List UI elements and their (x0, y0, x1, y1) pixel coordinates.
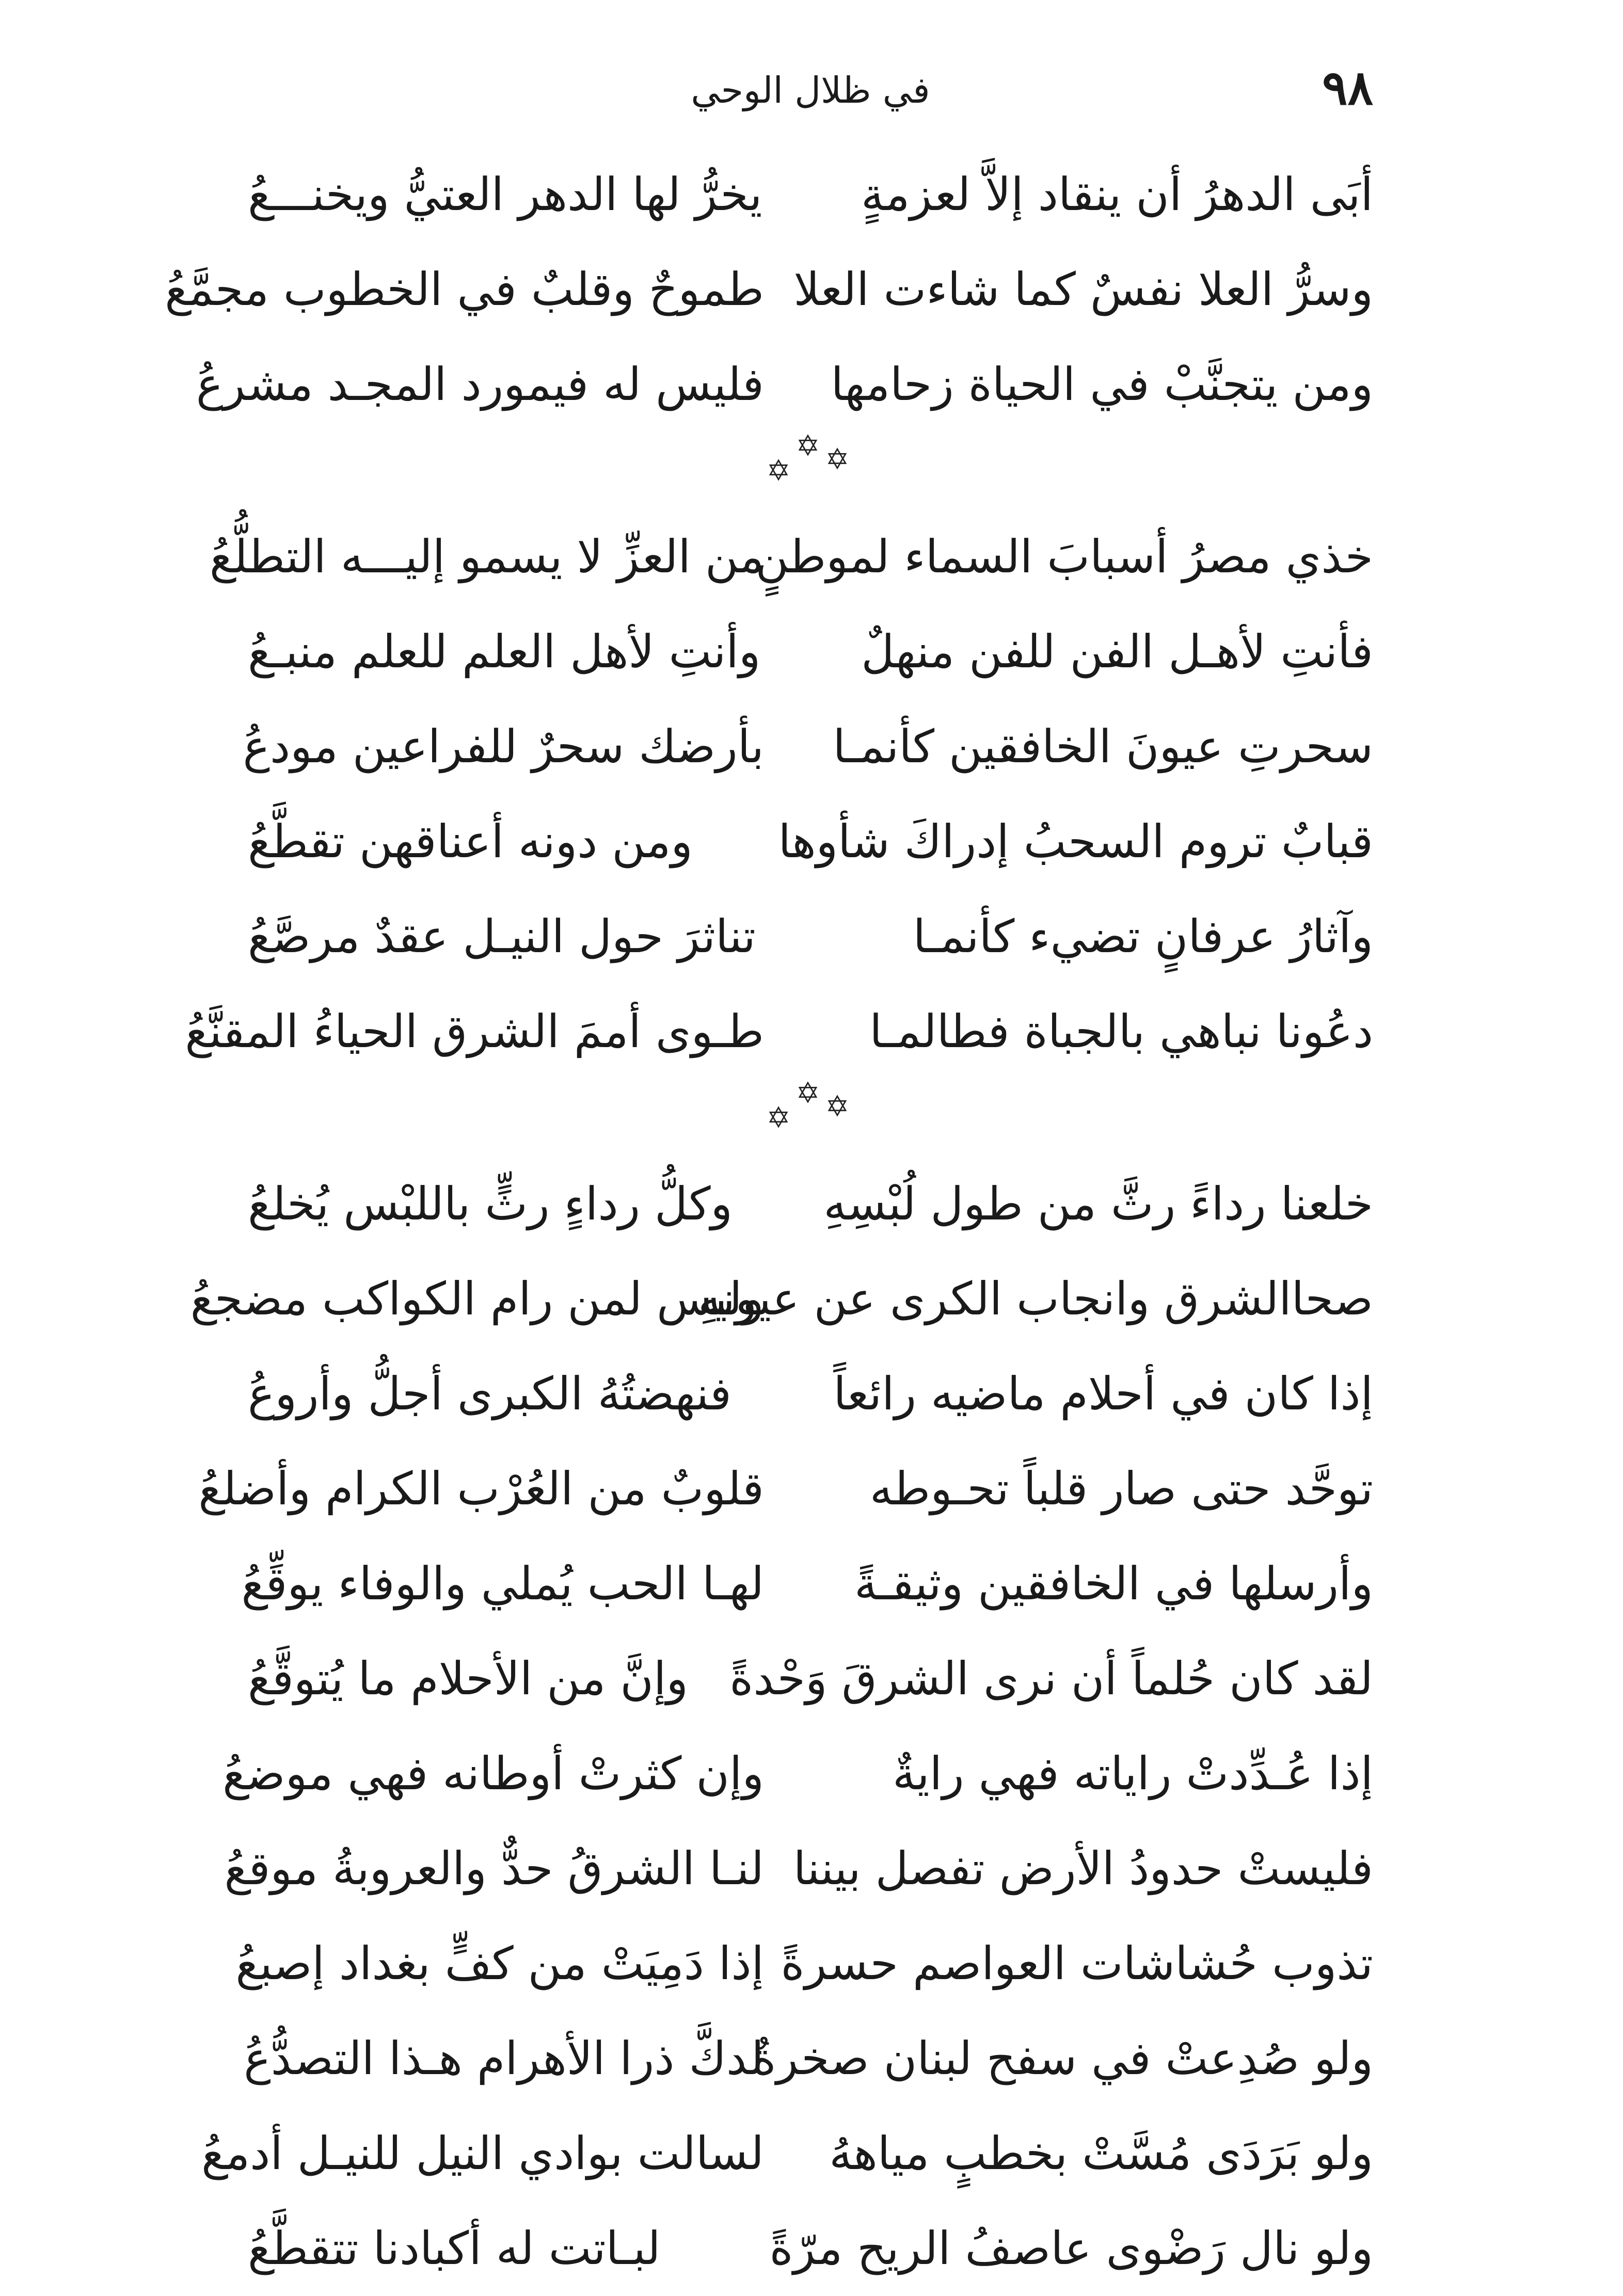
second-hemistich: وإنَّ من الأحلام ما يُتوقَّعُ (248, 1652, 688, 1705)
star-icon: ✡ (825, 1089, 855, 1123)
first-hemistich: ومن يتجنَّبْ في الحياة زحامها (831, 358, 1373, 411)
second-hemistich: فليس له فيمورد المجـد مشرعُ (196, 358, 764, 411)
second-hemistich: لهـا الحب يُملي والوفاء يوقِّعُ (241, 1557, 764, 1610)
second-hemistich: لنـا الشرقُ حدٌّ والعروبةُ موقعُ (224, 1842, 764, 1895)
second-hemistich: فنهضتُهُ الكبرى أجلُّ وأروعُ (248, 1367, 731, 1420)
second-hemistich: قلوبٌ من العُرْب الكرام وأضلعُ (198, 1462, 764, 1515)
verse (248, 2201, 1373, 2296)
first-hemistich: خلعنا رداءً رثَّ من طول لُبْسِهِ (823, 1177, 1373, 1230)
first-hemistich: وأرسلها في الخافقين وثيقـةً (854, 1557, 1373, 1610)
second-hemistich: وإن كثرتْ أوطانه فهي موضعُ (222, 1747, 764, 1800)
second-hemistich: لدكَّ ذرا الأهرام هـذا التصدُّعُ (244, 2032, 764, 2085)
first-hemistich: ولو نال رَضْوى عاصفُ الريح مرّةً (769, 2222, 1373, 2275)
verse (248, 604, 1373, 699)
star-icon: ✡ (825, 442, 855, 476)
verse (248, 1346, 1373, 1441)
verse (201, 2106, 1373, 2201)
stanza-separator (248, 1076, 1373, 1157)
poem-body (165, 147, 1373, 2296)
stanza-2 (185, 509, 1373, 1079)
star-icon: ✡ (766, 454, 796, 488)
first-hemistich: لقد كان حُلماً أن نرى الشرقَ وَحْدةً (729, 1652, 1373, 1705)
verse (248, 889, 1373, 984)
second-hemistich: إذا دَمِيَتْ من كفٍّ بغداد إصبعُ (235, 1937, 764, 1990)
star-icon: ✡ (766, 1101, 796, 1135)
second-hemistich: لبـاتت له أكبادنا تتقطَّعُ (248, 2222, 661, 2275)
verse (244, 2011, 1373, 2106)
verse (165, 242, 1373, 337)
first-hemistich: خذي مصرُ أسبابَ السماء لموطنٍ (755, 530, 1373, 583)
first-hemistich: فليستْ حدودُ الأرض تفصل بيننا (793, 1842, 1373, 1895)
second-hemistich: تناثرَ حول النيـل عقدٌ مرصَّعُ (248, 910, 756, 963)
stanza-1 (165, 147, 1373, 432)
second-hemistich: وليس لمن رام الكواكب مضجعُ (190, 1272, 764, 1325)
first-hemistich: توحَّد حتى صار قلباً تحـوطه (869, 1462, 1373, 1515)
verse (222, 1726, 1373, 1821)
first-hemistich: قبابٌ تروم السحبُ إدراكَ شأوها (778, 815, 1373, 868)
verse (241, 1536, 1373, 1631)
verse (248, 1631, 1373, 1726)
first-hemistich: ولو صُدِعتْ في سفح لبنان صخرةٌ (752, 2032, 1373, 2085)
first-hemistich: صحاالشرق وانجاب الكرى عن عيونهِ (698, 1272, 1373, 1325)
running-title: في ظلال الوحي (691, 69, 930, 111)
first-hemistich: وسرُّ العلا نفسٌ كما شاءت العلا (793, 263, 1373, 316)
second-hemistich: وأنتِ لأهل العلم للعلم منبـعُ (248, 625, 761, 678)
first-hemistich: فأنتِ لأهـل الفن للفن منهلٌ (861, 625, 1373, 678)
verse (185, 984, 1373, 1079)
verse (248, 794, 1373, 889)
first-hemistich: ولو بَرَدَى مُسَّتْ بخطبٍ مياههُ (829, 2127, 1373, 2180)
second-hemistich: وكلُّ رداءٍ رثٍّ باللبْس يُخلعُ (248, 1177, 733, 1230)
second-hemistich: طـوى أممَ الشرق الحياءُ المقنَّعُ (185, 1005, 764, 1058)
verse (196, 337, 1373, 432)
star-icon: ✡ (795, 429, 825, 463)
verse (248, 1157, 1373, 1251)
page-header (248, 57, 1373, 129)
stanza-separator (248, 429, 1373, 509)
first-hemistich: تذوب حُشاشات العواصم حسرةً (781, 1937, 1373, 1990)
second-hemistich: من العزِّ لا يسمو إليـــه التطلُّعُ (209, 530, 764, 583)
second-hemistich: يخرُّ لها الدهر العتيُّ ويخنـــعُ (248, 168, 762, 221)
verse (248, 147, 1373, 242)
verse (243, 699, 1373, 794)
second-hemistich: طموحٌ وقلبٌ في الخطوب مجمَّعُ (165, 263, 764, 316)
verse (209, 509, 1373, 604)
verse (224, 1821, 1373, 1916)
first-hemistich: أبَى الدهرُ أن ينقاد إلاَّ لعزمةٍ (861, 168, 1373, 221)
first-hemistich: دعُونا نباهي بالجباة فطالمـا (869, 1005, 1373, 1058)
second-hemistich: بأرضك سحرٌ للفراعين مودعُ (243, 720, 764, 773)
verse (235, 1916, 1373, 2011)
second-hemistich: لسالت بوادي النيل للنيـل أدمعُ (201, 2127, 764, 2180)
verse (190, 1251, 1373, 1346)
star-icon: ✡ (795, 1076, 825, 1110)
verse (198, 1441, 1373, 1536)
stanza-3 (190, 1157, 1373, 2296)
first-hemistich: سحرتِ عيونَ الخافقين كأنمـا (833, 720, 1373, 773)
first-hemistich: إذا كان في أحلام ماضيه رائعاً (833, 1367, 1373, 1420)
page-number: ٩٨ (1322, 60, 1373, 116)
first-hemistich: إذا عُـدِّدتْ راياته فهي رايةٌ (892, 1747, 1373, 1800)
first-hemistich: وآثارُ عرفانٍ تضيء كأنمـا (913, 910, 1373, 963)
second-hemistich: ومن دونه أعناقهن تقطَّعُ (248, 815, 693, 868)
